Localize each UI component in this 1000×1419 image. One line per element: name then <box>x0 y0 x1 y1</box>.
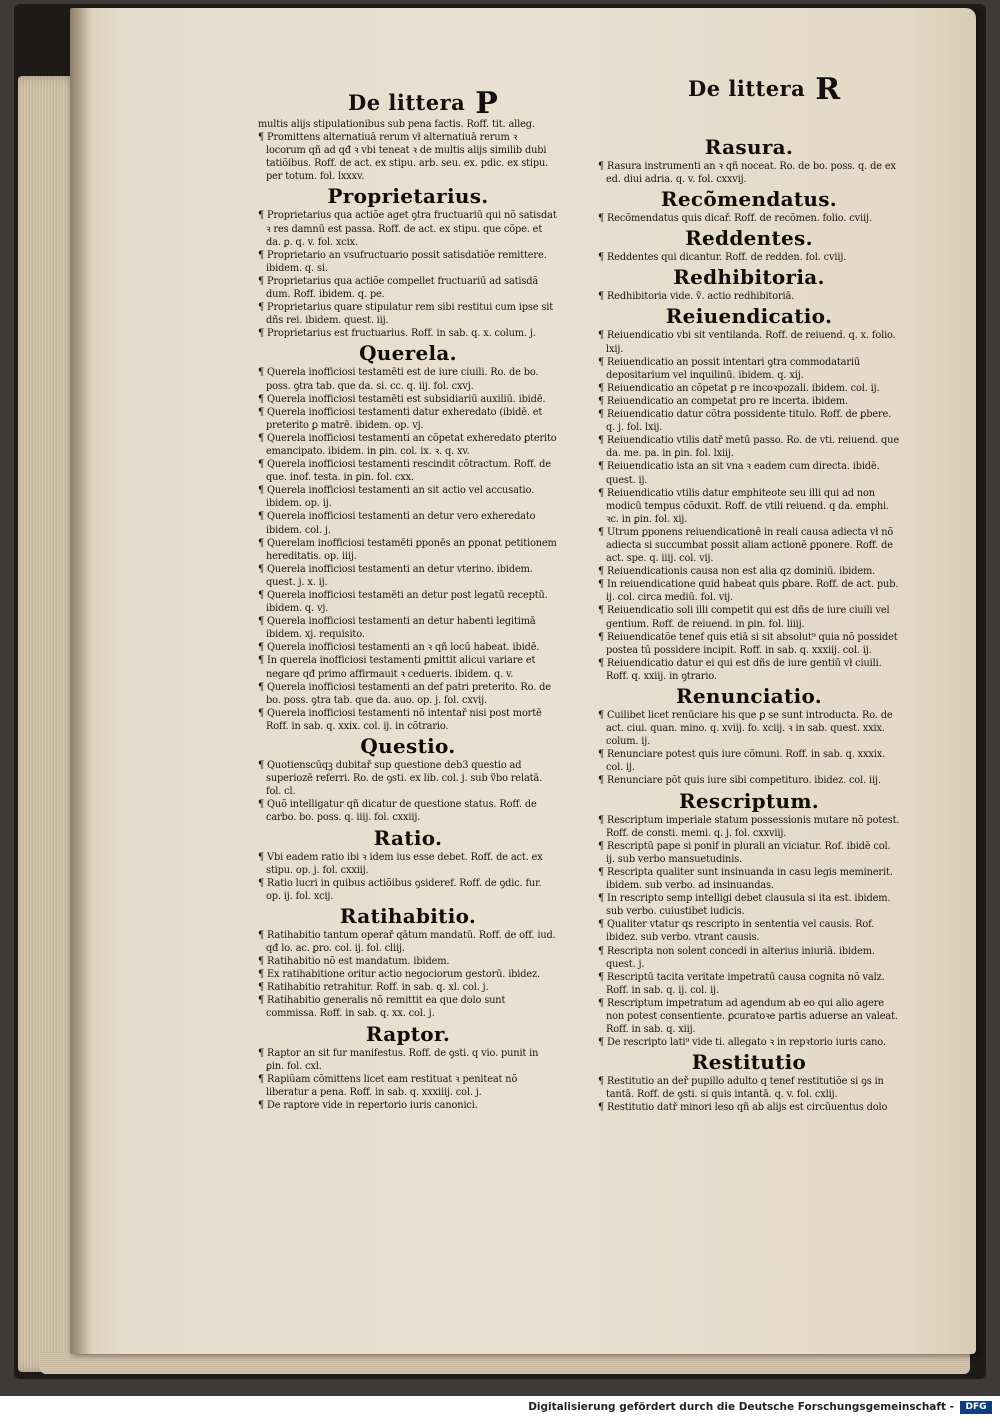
index-entry: ¶ Querela inofficiosi testamenti rescindit cõtractum. Roff. de que. inof. testa. in ꝑin. fol. cxx. <box>258 459 551 484</box>
index-entry: ¶ Querela inofficiosi testamenti an detur vterino. ibidem. quest. j. x. ij. <box>258 563 533 588</box>
dfg-logo: DFG <box>960 1401 992 1414</box>
index-entry: ¶ Querelam inofficiosi testamēti ꝑponēs an ꝑponat petitionem hereditatis. op. iiij. <box>258 537 557 562</box>
digitization-footer <box>0 1396 1000 1419</box>
index-entry: ¶ Querela inofficiosi testamēti est de iure ciuili. Ro. de bo. poss. ꝯtra tab. que da. si. cc. q. iij. fol. cxvj. <box>258 367 539 392</box>
index-entry: ¶ Querela inofficiosi testamēti est subsidiariū auxiliū. ibidē. <box>258 393 546 405</box>
section-heading: Questio. <box>360 734 456 759</box>
index-entry: ¶ Quotienscūqꝫ dubitař sup questione deb3 questio ad superiozē referri. Ro. de ꝯsti. ex lib. col. j. sub ṽbo relatā. fol. cl. <box>258 760 543 798</box>
index-entry: ¶ Querela inofficiosi testamenti an detur vero exheredato ibidem. col. j. <box>258 511 536 536</box>
running-head-left <box>348 86 498 121</box>
index-entry: ¶ Renunciare potest quis iure cõmuni. Roff. in sab. q. xxxix. col. ij. <box>598 749 886 774</box>
index-entry: ¶ Rasura instrumenti an ꝛ qñ noceat. Ro. de bo. poss. q. de ex ed. diui adria. q. v. fol. cxxvij. <box>598 161 896 186</box>
index-entry: ¶ Querela inofficiosi testamenti nõ intentař nisi post mortē Roff. in sab. q. xxix. col. ij. in cõtrario. <box>258 707 542 732</box>
index-entry: ¶ Ratihabitio generalis nõ remittit ea que dolo sunt commissa. Roff. in sab. q. xx. col. j. <box>258 995 506 1020</box>
index-entry: ¶ Proprietario an vsufructuario possit satisdatiõe remittere. ibidem. q. si. <box>258 249 547 274</box>
running-head-left-text: De littera <box>348 90 466 115</box>
index-entry: ¶ Querela inofficiosi testamenti an sit actio vel accusatio. ibidem. op. ij. <box>258 485 535 510</box>
running-head-right <box>688 72 841 107</box>
index-entry: ¶ Querela inofficiosi testamenti an detur habenti legitimā ibidem. xj. requisito. <box>258 616 536 641</box>
index-entry: ¶ Reiuendicatio vbi sit ventilanda. Roff. de reiuend. q. x. folio. lxij. <box>598 330 896 355</box>
index-entry: ¶ Ratio lucri in quibus actiõibus ꝯsideref. Roff. de ꝯdic. fur. op. ij. fol. xcij. <box>258 877 542 902</box>
section-heading: Restitutio <box>691 1050 807 1075</box>
right-column <box>598 134 900 1115</box>
page-gutter-shadow <box>70 8 92 1354</box>
index-entry: ¶ Proprietarius est fructuarius. Roff. in sab. q. x. colum. j. <box>258 328 536 340</box>
section-heading: Reiuendicatio. <box>665 304 833 329</box>
index-entry: ¶ Reiuendicatio an cõpetat ꝑ re incoꝛpozali. ibidem. col. ij. <box>598 382 880 394</box>
index-entry: ¶ Ratihabitio tantum operař qātum mandatū. Roff. de off. iud. qđ lo. ac. ꝑro. col. ij. fol. cliij. <box>258 929 556 954</box>
left-column <box>258 118 558 1112</box>
index-entry: ¶ Querela inofficiosi testamenti an def patri preterito. Ro. de bo. poss. ꝯtra tab. que da. auo. op. j. fol. cxvij. <box>258 681 551 706</box>
index-entry: ¶ Rescriptum impetratum ad agendum ab eo qui alio agere non potest consentiente. ꝑcuratoꝛe partis aduerse an valeat. Roff. in sab. q. xiij. <box>598 997 898 1036</box>
index-entry: ¶ Reiuendicatio an competat ꝑro re incerta. ibidem. <box>598 395 849 407</box>
index-entry: ¶ Reiuendicatio datur ei qui est dñs de iure gentiū vł ciuili. Roff. q. xxiij. in ꝯtrario. <box>598 657 882 682</box>
section-heading: Proprietarius. <box>327 184 489 209</box>
index-entry: ¶ Utrum ꝑponens reiuendicationē in reali causa adiecta vł nõ adiecta si succumbat possit aliam actionē ꝑponere. Roff. de act. spe. q. iiij. col. vij. <box>598 526 894 565</box>
index-entry: ¶ Quõ intelligatur qñ dicatur de questione status. Roff. de carbo. bo. poss. q. iiij. fol. cxxiij. <box>258 799 537 824</box>
index-entry: ¶ Recõmendatus quis dicař. Roff. de recõmen. folio. cviij. <box>598 213 872 225</box>
index-entry: ¶ Querela inofficiosi testamenti an cõpetat exheredato ꝑterito emancipato. ibidem. in ꝑin. col. ix. ꝛ. q. xv. <box>258 432 557 457</box>
section-heading: Reddentes. <box>685 226 813 251</box>
index-entry: ¶ De raptore vide in repertorio iuris canonici. <box>258 1099 478 1111</box>
continued-text: multis alijs stipulationibus sub pena factis. Roff. tit. alleg. <box>258 119 535 130</box>
footer-credit: Digitalisierung gefördert durch die Deutsche Forschungsgemeinschaft - <box>528 1401 954 1413</box>
running-head-right-letter: R <box>815 72 841 107</box>
running-head-left-letter: P <box>475 86 499 121</box>
index-entry: ¶ Proprietarius quare stipulatur rem sibi restitui cum ipse sit dñs rei. ibidem. quest. iij. <box>258 302 553 327</box>
index-entry: ¶ Raptor an sit fur manifestus. Roff. de ꝯsti. q vio. punit in ꝑin. fol. cxl. <box>258 1047 539 1072</box>
section-heading: Ratio. <box>373 825 443 850</box>
section-heading: Rasura. <box>704 135 794 159</box>
index-entry: ¶ Restitutio an deř pupillo adulto q tenef restitutiõe si ꝯs in tantā. Roff. de ꝯsti. si quis intantā. q. v. fol. cxlij. <box>598 1076 884 1101</box>
index-entry: ¶ Qualiter vtatur qs rescripto in sententia vel causis. Rof. ibidez. sub verbo. vtrant causis. <box>598 919 875 944</box>
index-entry: ¶ Reiuendicationis causa non est alia qz dominiū. ibidem. <box>598 566 876 578</box>
index-entry: ¶ Reiuendicatio soli illi competit qui est dñs de iure ciuili vel gentium. Roff. de reiuend. in ꝑin. fol. liiij. <box>598 605 890 630</box>
index-entry: ¶ Vbi eadem ratio ibi ꝛ idem ius esse debet. Roff. de act. ex stipu. op. j. fol. cxxiij. <box>258 851 543 876</box>
section-heading: Redhibitoria. <box>673 265 825 290</box>
index-entry: ¶ In querela inofficiosi testamenti ꝑmittit alicui variare et negare qđ primo affirmauit ꝛ cedueris. ibidem. q. v. <box>258 655 536 680</box>
index-entry: ¶ Ex ratihabitione oritur actio negociorum gestorū. ibidez. <box>258 969 541 981</box>
index-entry: ¶ Ratihabitio nõ est mandatum. ibidem. <box>258 956 450 968</box>
index-entry: ¶ Restitutio datř minori leso qñ ab alijs est circūuentus dolo <box>598 1102 888 1114</box>
index-entry: ¶ Ratihabitio retrahitur. Roff. in sab. q. xl. col. j. <box>258 982 489 994</box>
index-entry: ¶ Querela inofficiosi testamenti an ꝛ qñ locū habeat. ibidē. <box>258 642 540 654</box>
index-entry: ¶ Rescriptum imperiale statum possessionis mutare nõ potest. Roff. de consti. memi. q. j. fol. cxxviij. <box>598 814 900 839</box>
index-entry: ¶ Reiuendicatio an possit intentari ꝯtra commodatariū depositarium vel inquilinū. ibidem. q. xij. <box>598 356 861 381</box>
index-entry: ¶ Reiuendicatio datur cõtra possidente titulo. Roff. de ꝑbere. q. j. fol. lxij. <box>598 409 892 434</box>
index-entry: ¶ Reiuendicatõe tenef quis etiā si sit absolut⁹ quia nõ possidet postea tū possidere incipit. Roff. in sab. q. xxxiij. col. ij. <box>598 631 898 656</box>
index-entry: ¶ Rescripta qualiter sunt insinuanda in casu legis meminerit. ibidem. sub verbo. ad insinuandas. <box>598 866 893 892</box>
section-heading: Rescriptum. <box>678 788 820 813</box>
index-entry: ¶ Proprietarius qua actiõe aget ꝯtra fructuariū qui nõ satisdat ꝛ res damnū est passa. Roff. de act. ex stipu. que cõpe. et da. ꝑ. q. v. fol. xcix. <box>258 210 557 248</box>
index-entry: ¶ Rescripta non solent concedi in alterius iniuriā. ibidem. quest. j. <box>598 945 875 970</box>
index-entry: ¶ In reiuendicatione quid habeat quis ꝑbare. Roff. de act. pub. ij. col. circa mediū. fol. vij. <box>598 579 899 604</box>
index-entry: ¶ De rescripto lati⁹ vide ti. allegato ꝛ in repꝛtorio iuris cano. <box>598 1037 886 1049</box>
index-entry: ¶ In rescripto semp intelligi debet clausula si ita est. ibidem. sub verbo. cuiustibet iudicis. <box>598 893 891 918</box>
index-entry: ¶ Reiuendicatio vtilis datř metū passo. Ro. de vti. reiuend. que da. me. pa. in ꝑin. fol. lxiij. <box>598 435 899 460</box>
index-entry: ¶ Promittens alternatiuā rerum vł alternatiuā rerum ꝛ locorum qñ ad qđ ꝛ vbi teneat ꝛ de multis alijs similib dubi tatiõibus. Roff. de act. ex stipu. arb. seu. ex. pdic. ex stipu. per totum. fol. lxxxv. <box>258 132 549 183</box>
index-entry: ¶ Reiuendicatio vtilis datur emphiteote seu illi qui ad non modicū tempus cõduxit. Roff. de vtili reiuend. q da. emphi. ꝛc. in ꝑin. fol. xij. <box>598 487 889 525</box>
index-entry: ¶ Reddentes qui dicantur. Roff. de redden. fol. cviij. <box>598 252 847 264</box>
index-entry: ¶ Querela inofficiosi testamenti datur exheredato (ibidē. et preterito ꝑ matrē. ibidem. op. vj. <box>258 406 543 431</box>
running-head-right-text: De littera <box>688 76 806 101</box>
index-entry: ¶ Rescriptū pape si ponif in plurali an viciatur. Rof. ibidē col. ij. sub verbo mansuetudinis. <box>598 840 891 865</box>
index-entry: ¶ Renunciare põt quis iure sibi competituro. ibidez. col. iij. <box>598 775 881 787</box>
index-entry: ¶ Rapiũam cõmittens licet eam restituat ꝛ peniteat nõ liberatur a pena. Roff. in sab. q. xxxiiij. col. j. <box>258 1073 518 1098</box>
section-heading: Raptor. <box>365 1021 451 1046</box>
page-edges-bottom <box>40 1352 970 1374</box>
section-heading: Recõmendatus. <box>660 187 838 212</box>
index-entry: ¶ Redhibitoria vide. ṽ. actio redhibitoriā. <box>598 291 795 303</box>
index-entry: ¶ Querela inofficiosi testamēti an detur post legatū receptū. ibidem. q. vj. <box>258 590 548 615</box>
section-heading: Ratihabitio. <box>339 903 477 928</box>
index-entry: ¶ Cuilibet licet renūciare his que ꝑ se sunt introducta. Ro. de act. ciui. quan. mino. q. xviij. fo. xciij. ꝛ in sab. quest. xxix. colum. ij. <box>598 710 893 748</box>
section-heading: Renunciatio. <box>675 684 823 708</box>
index-entry: ¶ Reiuendicatio ista an sit vna ꝛ eadem cum directa. ibidē. quest. ij. <box>598 461 880 486</box>
index-entry: ¶ Rescriptū tacita veritate impetratū causa cognita nõ valz. Roff. in sab. q. ij. col. ij. <box>598 971 885 996</box>
section-heading: Querela. <box>359 341 457 366</box>
index-entry: ¶ Proprietarius qua actiõe compellet fructuariū ad satisdã dum. Roff. ibidem. q. pe. <box>258 275 539 301</box>
